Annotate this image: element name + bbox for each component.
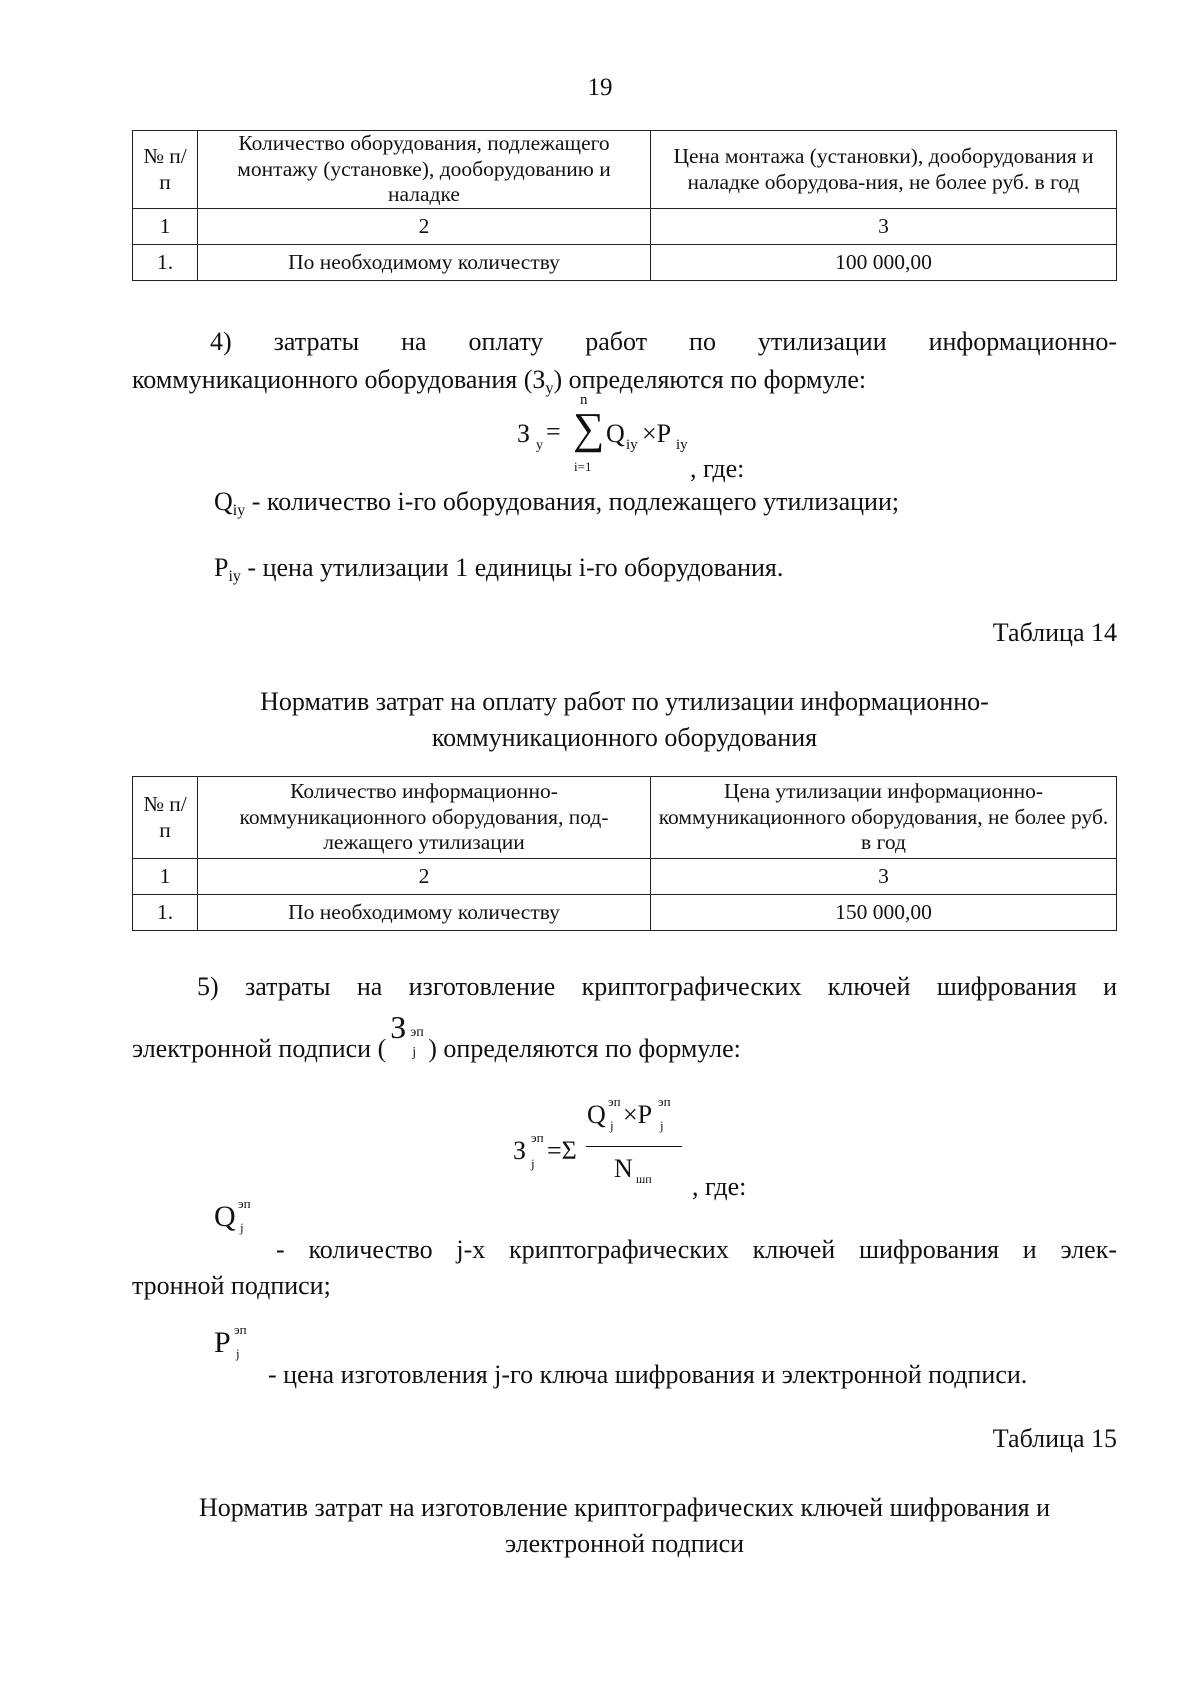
- utilization-table: [132, 776, 1117, 931]
- para5-line2: электронной подписи ( З эп j ) определяются по формуле:: [132, 1030, 741, 1068]
- index-cell: 1: [133, 209, 198, 245]
- table-index-row: [133, 209, 1117, 245]
- header-cell-number: № п/п: [133, 131, 198, 209]
- formula-crypto-keys: З эп j =Σ Q эп j ×P эп j N шп , где:: [513, 1094, 747, 1201]
- header-cell-quantity: Количество оборудования, подлежащего монтажу (установке), дооборудованию и наладке: [198, 131, 651, 209]
- definition-p-j: - цена изготовления j-го ключа шифрования и электронной подписи.: [268, 1360, 1028, 1389]
- table-index-row: [133, 859, 1117, 895]
- header-cell-price: Цена утилизации информационно-коммуникационного оборудования, не более руб. в год: [651, 777, 1117, 859]
- definition-q-iy: $Q_{iy}$ - количество i-го оборудования, подлежащего утилизации;: [214, 487, 900, 519]
- table-row: [133, 895, 1117, 931]
- para4-line1: 4) затраты на оплату работ по утилизации информационно-: [210, 327, 1117, 356]
- table-row: [133, 245, 1117, 281]
- formula-utilization: З у = ∑ n i=1 Q iy ×P iy , где:: [517, 392, 745, 483]
- symbol-p-ep-j: P эп j: [214, 1322, 247, 1361]
- row-quantity-cell: По необходимому количеству: [198, 245, 651, 281]
- table14-label: Таблица 14: [992, 618, 1117, 647]
- page-number: 19: [587, 74, 613, 101]
- index-cell: 2: [198, 859, 651, 895]
- row-price-cell: 100 000,00: [651, 245, 1117, 281]
- index-cell: 2: [198, 209, 651, 245]
- row-quantity-cell: По необходимому количеству: [198, 895, 651, 931]
- equipment-installation-table: [132, 130, 1117, 281]
- row-number-cell: 1.: [133, 895, 198, 931]
- row-price-cell: 150 000,00: [651, 895, 1117, 931]
- para4-line2: коммуникационного оборудования $(З_у)$ определяются по формуле:: [132, 365, 867, 397]
- definition-q-j-line1: - количество j-х криптографических ключей шифрования и элек-: [276, 1235, 1117, 1264]
- inline-symbol-z-ep-j: З эп j: [390, 1009, 424, 1060]
- table14-title-line2: коммуникационного оборудования: [431, 723, 818, 752]
- index-cell: 3: [651, 209, 1117, 245]
- index-cell: 3: [651, 859, 1117, 895]
- table15-title-line1: Норматив затрат на изготовление криптографических ключей шифрования и: [198, 1493, 1051, 1522]
- table-header-row: [133, 131, 1117, 209]
- symbol-q-ep-j: Q эп j: [214, 1196, 251, 1235]
- header-cell-number: № п/п: [133, 777, 198, 859]
- table14-title-line1: Норматив затрат на оплату работ по утилизации информационно-: [260, 687, 989, 716]
- definition-q-j-line2: тронной подписи;: [132, 1271, 331, 1300]
- table15-title-line2: электронной подписи: [504, 1529, 745, 1558]
- header-cell-price: Цена монтажа (установки), дооборудования и наладке оборудова-ния, не более руб. в год: [651, 131, 1117, 209]
- index-cell: 1: [133, 859, 198, 895]
- header-cell-quantity: Количество информационно-коммуникационного оборудования, под-лежащего утилизации: [198, 777, 651, 859]
- row-number-cell: 1.: [133, 245, 198, 281]
- definition-p-iy: $P_{iy}$ - цена утилизации 1 единицы i-го оборудования.: [214, 553, 784, 585]
- table-header-row: [133, 777, 1117, 859]
- para5-line1: 5) затраты на изготовление криптографических ключей шифрования и: [197, 972, 1117, 1001]
- table15-label: Таблица 15: [992, 1424, 1117, 1453]
- fraction-bar: [586, 1146, 682, 1147]
